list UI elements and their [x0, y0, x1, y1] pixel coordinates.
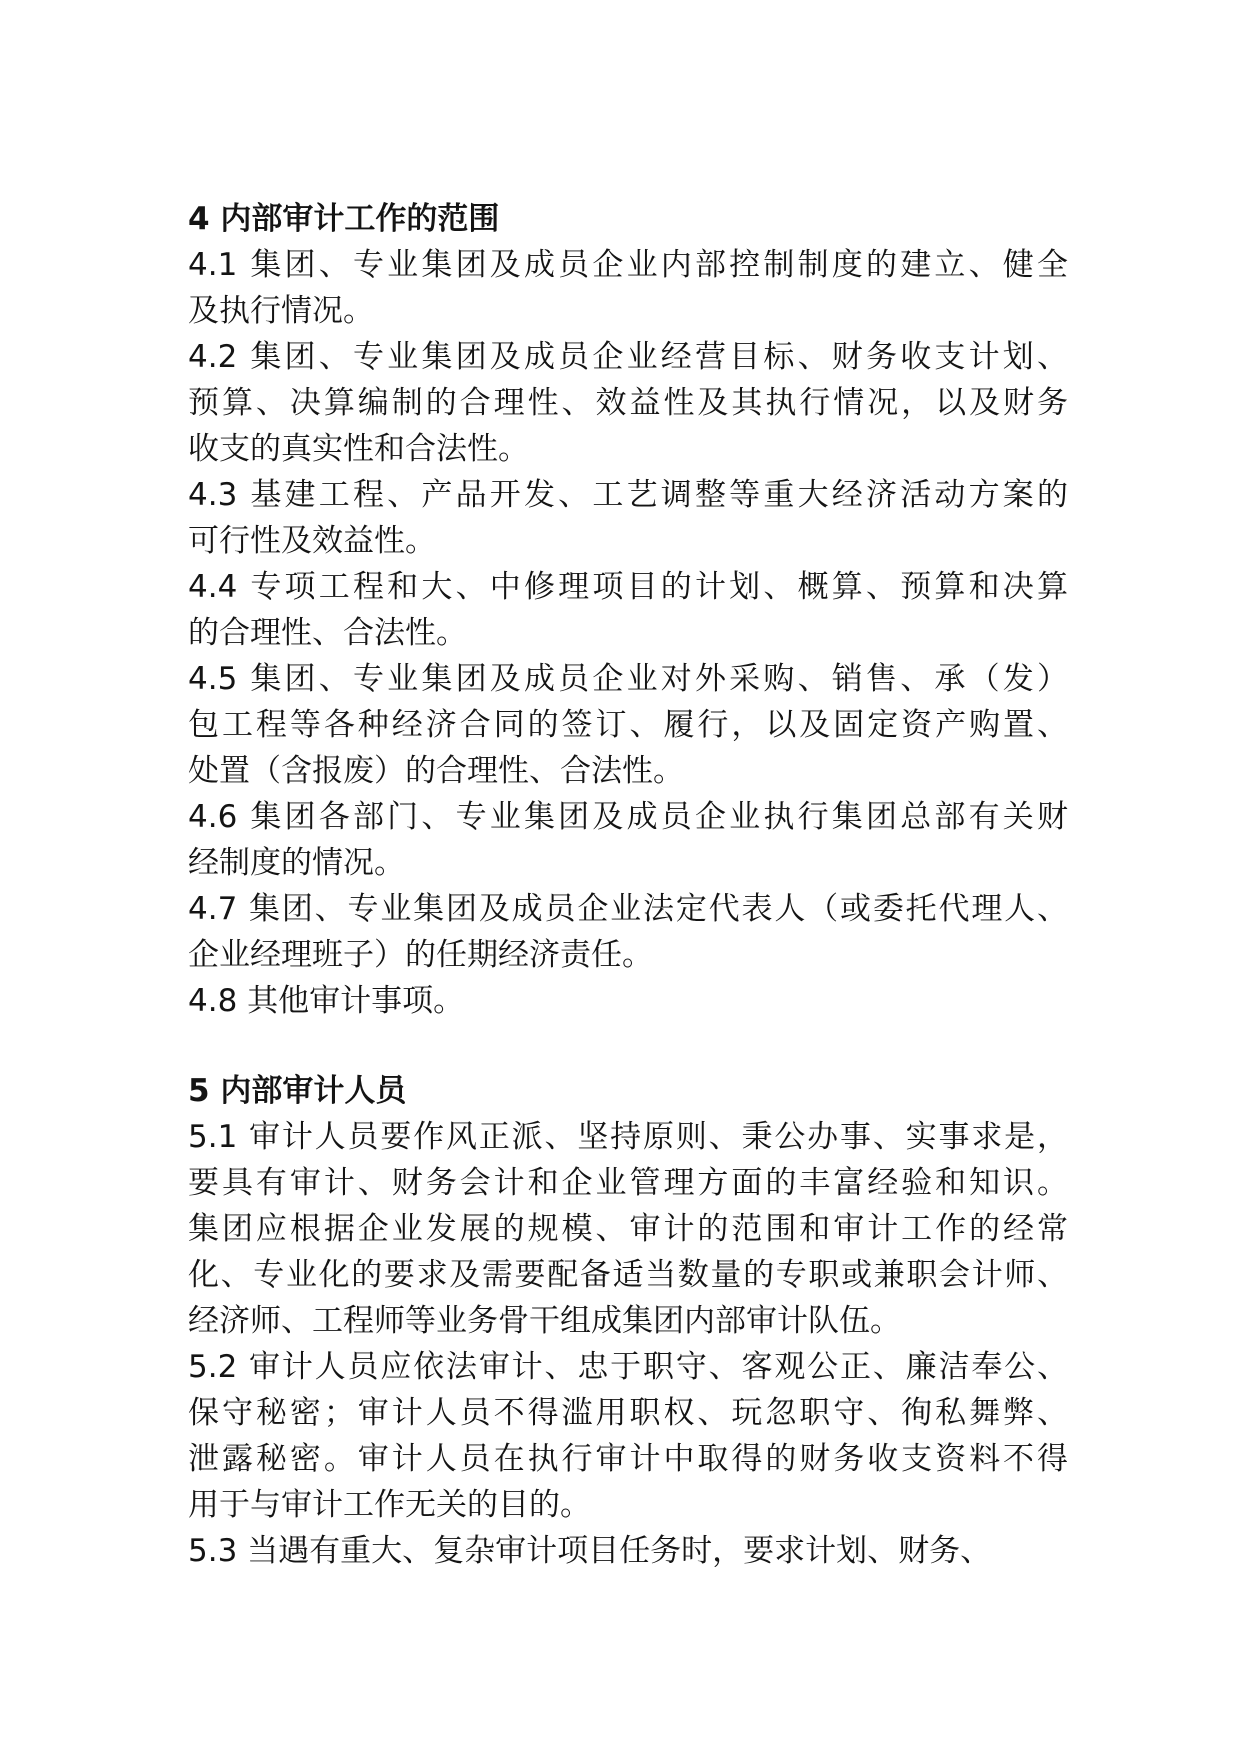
- text-line: 用于与审计工作无关的目的。: [188, 1487, 591, 1523]
- text-line: 4.6 集团各部门、专业集团及成员企业执行集团总部有关财: [188, 799, 1068, 835]
- text-line: 包工程等各种经济合同的签订、履行，以及固定资产购置、: [188, 707, 1068, 743]
- section-4-item-8: [188, 978, 1068, 1024]
- section-5-item-1: [188, 1114, 1068, 1344]
- section-gap: [188, 1024, 1068, 1068]
- section-4-heading: 4 内部审计工作的范围: [188, 201, 500, 237]
- text-line: 4.4 专项工程和大、中修理项目的计划、概算、预算和决算: [188, 569, 1068, 605]
- text-line: 5.3 当遇有重大、复杂审计项目任务时，要求计划、财务、: [188, 1533, 992, 1569]
- text-line: 经济师、工程师等业务骨干组成集团内部审计队伍。: [188, 1303, 901, 1339]
- text-line: 4.2 集团、专业集团及成员企业经营目标、财务收支计划、: [188, 339, 1068, 375]
- section-5-heading: 5 内部审计人员: [188, 1073, 407, 1109]
- text-line: 保守秘密；审计人员不得滥用职权、玩忽职守、徇私舞弊、: [188, 1395, 1068, 1431]
- text-line: 及执行情况。: [188, 293, 374, 329]
- text-line: 预算、决算编制的合理性、效益性及其执行情况，以及财务: [188, 385, 1068, 421]
- section-4-item-1: [188, 242, 1068, 334]
- text-line: 4.1 集团、专业集团及成员企业内部控制制度的建立、健全: [188, 247, 1068, 283]
- text-line: 收支的真实性和合法性。: [188, 431, 529, 467]
- section-5-item-3: [188, 1528, 1068, 1574]
- text-line: 5.1 审计人员要作风正派、坚持原则、秉公办事、实事求是，: [188, 1119, 1068, 1155]
- text-line: 可行性及效益性。: [188, 523, 436, 559]
- text-line: 4.5 集团、专业集团及成员企业对外采购、销售、承（发）: [188, 661, 1068, 697]
- document-page: [188, 196, 1068, 1574]
- section-4-item-5: [188, 656, 1068, 794]
- section-4-item-2: [188, 334, 1068, 472]
- text-line: 4.7 集团、专业集团及成员企业法定代表人（或委托代理人、: [188, 891, 1068, 927]
- text-line: 的合理性、合法性。: [188, 615, 467, 651]
- section-5-item-2: [188, 1344, 1068, 1528]
- text-line: 4.3 基建工程、产品开发、工艺调整等重大经济活动方案的: [188, 477, 1068, 513]
- text-line: 5.2 审计人员应依法审计、忠于职守、客观公正、廉洁奉公、: [188, 1349, 1068, 1385]
- section-4-item-7: [188, 886, 1068, 978]
- text-line: 要具有审计、财务会计和企业管理方面的丰富经验和知识。: [188, 1165, 1068, 1201]
- text-line: 经制度的情况。: [188, 845, 405, 881]
- section-5-items: [188, 1114, 1068, 1574]
- text-line: 企业经理班子）的任期经济责任。: [188, 937, 653, 973]
- text-line: 集团应根据企业发展的规模、审计的范围和审计工作的经常: [188, 1211, 1068, 1247]
- text-line: 处置（含报废）的合理性、合法性。: [188, 753, 684, 789]
- text-line: 泄露秘密。审计人员在执行审计中取得的财务收支资料不得: [188, 1441, 1068, 1477]
- section-4-item-4: [188, 564, 1068, 656]
- section-4-item-6: [188, 794, 1068, 886]
- section-4-item-3: [188, 472, 1068, 564]
- text-line: 4.8 其他审计事项。: [188, 983, 465, 1019]
- section-4-items: [188, 242, 1068, 1024]
- text-line: 化、专业化的要求及需要配备适当数量的专职或兼职会计师、: [188, 1257, 1068, 1293]
